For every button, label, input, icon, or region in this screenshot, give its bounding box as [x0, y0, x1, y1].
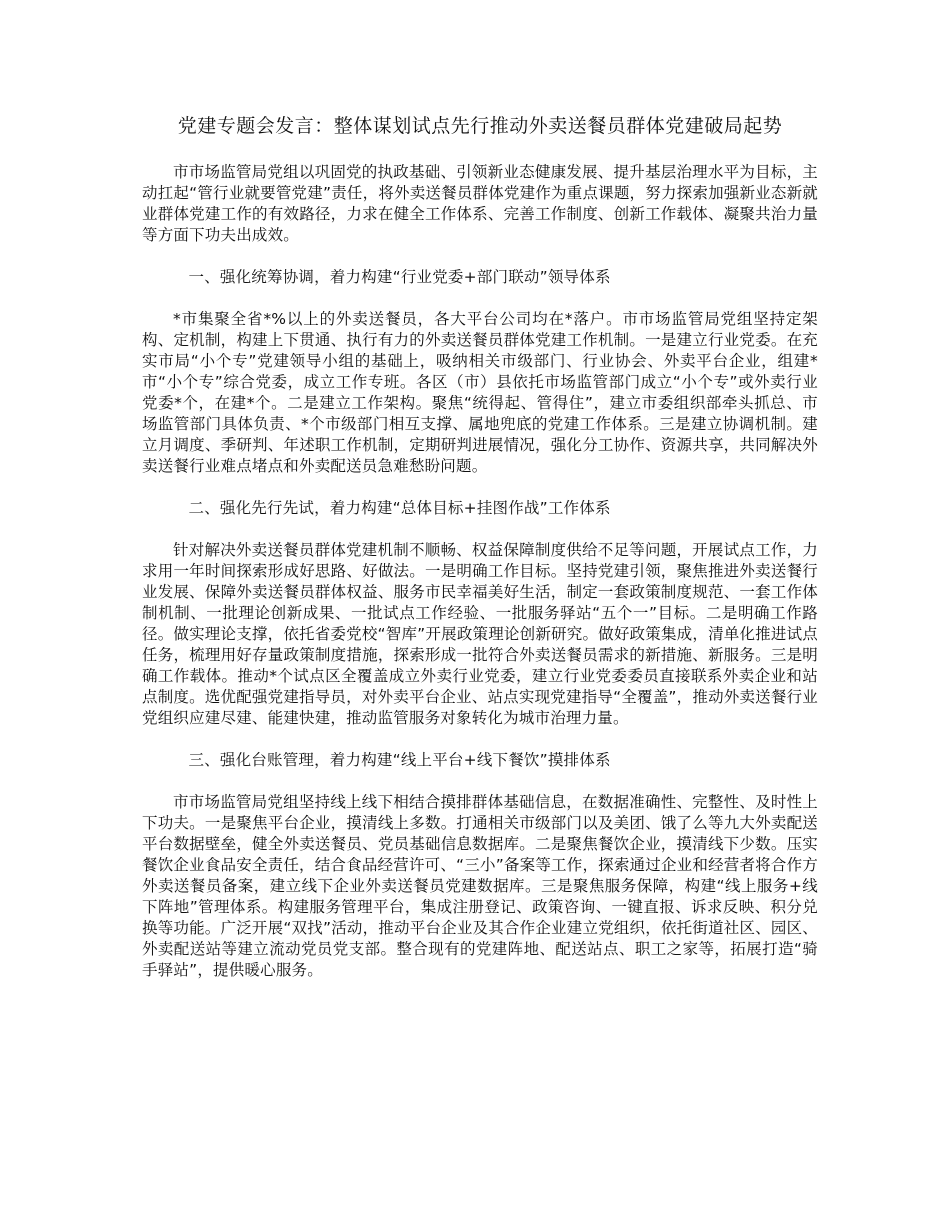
document-title: 党建专题会发言：整体谋划试点先行推动外卖送餐员群体党建破局起势	[177, 115, 783, 137]
intro-paragraph: 市市场监管局党组以巩固党的执政基础、引领新业态健康发展、提升基层治理水平为目标，主动扛起“管行业就要管党建”责任，将外卖送餐员群体党建作为重点课题，努力探索加强新业态新就业群体党建工作的有效路径，力求在健全工作体系、完善工作制度、创新工作载体、凝聚共治力量等方面下功夫出成效。	[142, 163, 818, 244]
section-1-heading: 一、强化统筹协调，着力构建“行业党委+部门联动”领导体系	[188, 268, 611, 286]
section-2-body: 针对解决外卖送餐员群体党建机制不顺畅、权益保障制度供给不足等问题，开展试点工作，力求用一年时间探索形成好思路、好做法。一是明确工作目标。坚持党建引领，聚焦推进外卖送餐行业发展、保障外卖送餐员群体权益、服务市民幸福美好生活，制定一套政策制度规范、一套工作体制机制、一批理论创新成果、一批试点工作经验、一批服务驿站“五个一”目标。二是明确工作路径。做实理论支撑，依托省委党校“智库”开展政策理论创新研究。做好政策集成，清单化推进试点任务，梳理用好存量政策制度措施，探索形成一批符合外卖送餐员需求的新措施、新服务。三是明确工作载体。推动*个试点区全覆盖成立外卖行业党委，建立行业党委委员直接联系外卖企业和站点制度。选优配强党建指导员，对外卖平台企业、站点实现党建指导“全覆盖”，推动外卖送餐行业党组织应建尽建、能建快建，推动监管服务对象转化为城市治理力量。	[142, 541, 818, 727]
section-2-heading: 二、强化先行先试，着力构建“总体目标+挂图作战”工作体系	[188, 499, 611, 517]
section-1-body: *市集聚全省*%以上的外卖送餐员，各大平台公司均在*落户。市市场监管局党组坚持定架构、定机制，构建上下贯通、执行有力的外卖送餐员群体党建工作机制。一是建立行业党委。在充实市局“小个专”党建领导小组的基础上，吸纳相关市级部门、行业协会、外卖平台企业，组建*市“小个专”综合党委，成立工作专班。各区（市）县依托市场监管部门成立“小个专”或外卖行业党委*个，在建*个。二是建立工作架构。聚焦“统得起、管得住”，建立市委组织部牵头抓总、市场监管部门具体负责、*个市级部门相互支撑、属地兜底的党建工作体系。三是建立协调机制。建立月调度、季研判、年述职工作机制，定期研判进展情况，强化分工协作、资源共享，共同解决外卖送餐行业难点堵点和外卖配送员急难愁盼问题。	[142, 310, 818, 475]
document-page	[142, 112, 818, 981]
section-3-heading: 三、强化台账管理，着力构建“线上平台+线下餐饮”摸排体系	[188, 751, 611, 769]
section-3-body: 市市场监管局党组坚持线上线下相结合摸排群体基础信息，在数据准确性、完整性、及时性上下功夫。一是聚焦平台企业，摸清线上多数。打通相关市级部门以及美团、饿了么等九大外卖配送平台数据壁垒，健全外卖送餐员、党员基础信息数据库。二是聚焦餐饮企业，摸清线下少数。压实餐饮企业食品安全责任，结合食品经营许可、“三小”备案等工作，探索通过企业和经营者将合作方外卖送餐员备案，建立线下企业外卖送餐员党建数据库。三是聚焦服务保障，构建“线上服务+线下阵地”管理体系。构建服务管理平台，集成注册登记、政策咨询、一键直报、诉求反映、积分兑换等功能。广泛开展“双找”活动，推动平台企业及其合作企业建立党组织，依托街道社区、园区、外卖配送站等建立流动党员党支部。整合现有的党建阵地、配送站点、职工之家等，拓展打造“骑手驿站”，提供暖心服务。	[142, 793, 818, 979]
